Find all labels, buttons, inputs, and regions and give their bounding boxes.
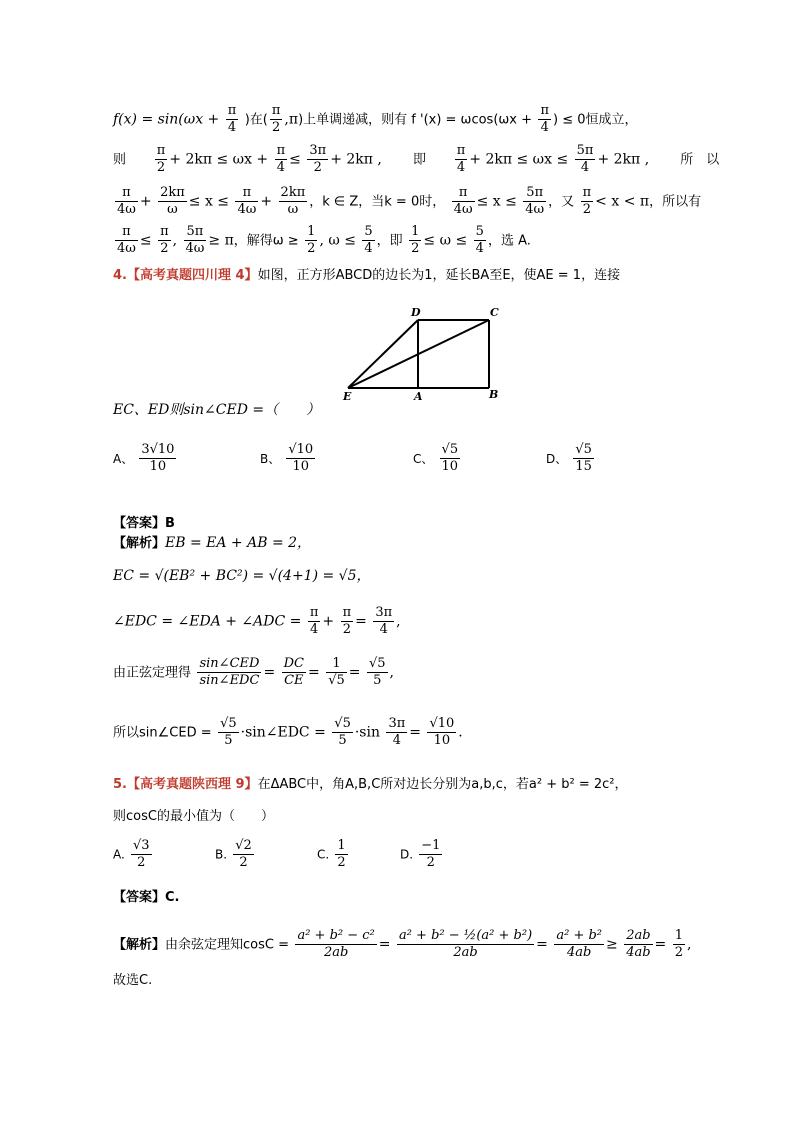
label-d: D xyxy=(411,306,421,319)
prev-line-3: $\frac{\pi}{4\omega}$ + $\frac{2k\pi}{\omega}$ ≤ x ≤ $\frac{\pi}{4\omega}$ + $\frac{2k\pi}{\omega}$ ，k ∈ Z，当k = 0时， $\frac{\pi}{4\omega}$ ≤ x ≤ $\frac{5\pi}{4\omega}$ ，又 $\frac{\pi}{2}$ < x < π，所以有 xyxy=(117,185,702,217)
q4-option-b[interactable]: B、 $\frac{√10}{10}$ xyxy=(260,442,314,474)
prev-line-4: $\frac{\pi}{4\omega}$ ≤ $\frac{\pi}{2}$ , $\frac{5\pi}{4\omega}$ ≥ π，解得ω ≥ $\frac{1}{2}$ , ω ≤ $\frac{5}{4}$ ，即 $\frac{1}{2}$ ≤ ω ≤ $\frac{5}{4}$ ，选 A. xyxy=(117,224,531,256)
q4-analysis-1: 【解析】EB = EA + AB = 2， xyxy=(113,535,312,551)
q5-option-c[interactable]: C. $\frac{1}{2}$ xyxy=(317,838,346,870)
q4-stem: 4.【高考真题四川理 4】如图，正方形ABCD的边长为1，延长BA至E，使AE = 1，连接 xyxy=(113,268,621,283)
q5-answer: 【答案】C. xyxy=(113,890,180,905)
q5-stem2: 则cosC的最小值为（ ） xyxy=(113,809,274,824)
q5-end: 故选C. xyxy=(113,973,153,988)
line-ed xyxy=(348,320,418,388)
q5-stem: 5.【高考真题陕西理 9】在ΔABC中，角A,B,C所对边长分别为a,b,c，若a² + b² = 2c²， xyxy=(113,777,628,792)
q4-option-a[interactable]: A、 $\frac{3√10}{10}$ xyxy=(113,442,175,474)
q4-analysis-2: EC = √(EB² + BC²) = √(4+1) = √5， xyxy=(113,568,371,584)
label-b: B xyxy=(489,388,499,401)
label-e: E xyxy=(343,390,352,402)
q4-analysis-3: ∠EDC = ∠EDA + ∠ADC = $\frac{\pi}{4}$ + $\frac{\pi}{2}$ = $\frac{3\pi}{4}$ , xyxy=(113,605,401,637)
square-figure xyxy=(335,302,510,402)
prev-line-1: f(x) = sin(ωx + $\frac{\pi}{4}$ )在( $\frac{\pi}{2}$ ,π)上单调递减，则有 f '(x) = ωcos(ωx + $\frac{\pi}{4}$ ) ≤ 0恒成立， xyxy=(113,103,638,135)
prev-line-2: 则 $\frac{\pi}{2}$ + 2kπ ≤ ωx + $\frac{\pi}{4}$ ≤ $\frac{3\pi}{2}$ + 2kπ , 即 $\frac{\pi}{4}$ + 2kπ ≤ ωx ≤ $\frac{5\pi}{4}$ + 2kπ , 所 以 xyxy=(113,143,720,175)
q4-option-c[interactable]: C、 $\frac{√5}{10}$ xyxy=(413,442,459,474)
q5-analysis: 【解析】由余弦定理知cosC = $\frac{\text{a² + b² − c²}}{2ab}$ = $\frac{\text{a² + b² − ½(a² + b²)}}{2ab}$ = $\frac{\text{a² + b²}}{4ab}$ ≥ $\frac{2ab}{4ab}$ = $\frac{1}{2}$ , xyxy=(113,928,692,960)
q4-analysis-4: 由正弦定理得 $\frac{\text{sin∠CED}}{\text{sin∠EDC}}$ = $\frac{DC}{CE}$ = $\frac{1}{√5}$ = $\frac{√5}{5}$ , xyxy=(113,656,394,688)
q5-option-d[interactable]: D. $\frac{-1}{2}$ xyxy=(400,838,441,870)
label-a: A xyxy=(414,390,423,402)
q5-option-a[interactable]: A. $\frac{√3}{2}$ xyxy=(113,838,150,870)
fraction: $\frac{\pi}{4}$ xyxy=(227,103,237,135)
label-c: C xyxy=(490,306,499,319)
q5-option-b[interactable]: B. $\frac{√2}{2}$ xyxy=(215,838,252,870)
q4-answer: 【答案】B xyxy=(113,516,175,531)
q4-analysis-5: 所以sin∠CED = $\frac{√5}{5}$ ·sin∠EDC = $\frac{√5}{5}$ ·sin $\frac{3\pi}{4}$ = $\frac{√10}{10}$ . xyxy=(113,716,463,748)
q4-stem2: EC、ED则sin∠CED =（ ） xyxy=(113,402,321,418)
q4-option-d[interactable]: D、 $\frac{√5}{15}$ xyxy=(546,442,592,474)
